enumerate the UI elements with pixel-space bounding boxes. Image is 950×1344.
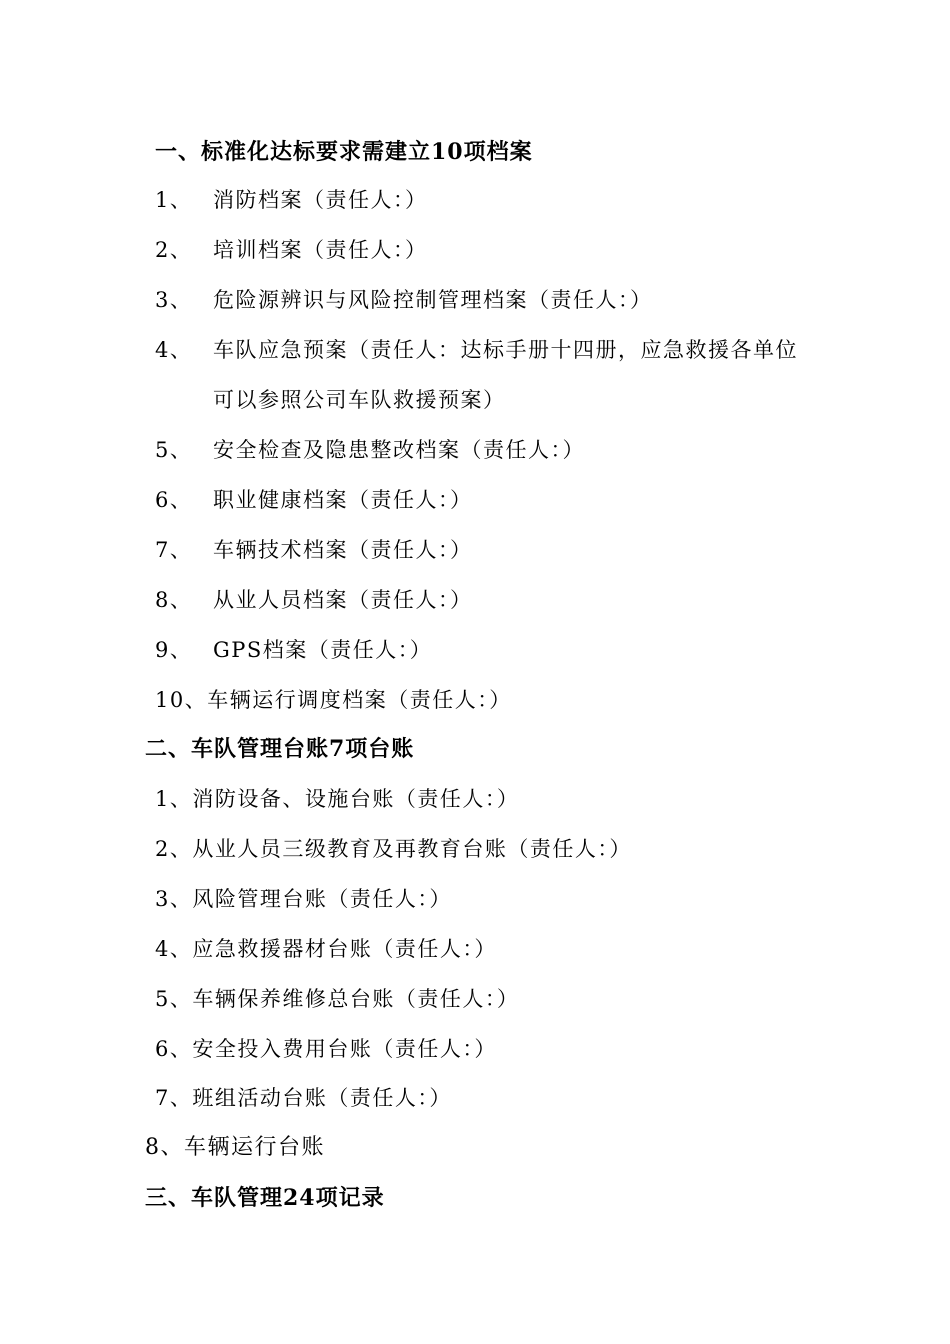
list-item: 1、消防设备、设施台账（责任人：） — [155, 787, 520, 811]
list-item — [155, 336, 798, 364]
list-item — [155, 536, 473, 564]
list-item: 10、车辆运行调度档案（责任人：） — [155, 688, 512, 712]
list-item: 3、风险管理台账（责任人：） — [155, 887, 452, 911]
list-item — [155, 586, 473, 614]
list-item — [155, 186, 428, 214]
list-item: 7、班组活动台账（责任人：） — [155, 1086, 452, 1110]
item-number: 2、 — [155, 238, 193, 262]
section2-heading: 二、车队管理台账7项台账 — [145, 736, 415, 762]
list-item: 4、应急救援器材台账（责任人：） — [155, 937, 497, 961]
item-number: 7、 — [155, 538, 193, 562]
list-item — [155, 436, 585, 464]
list-item — [155, 486, 473, 514]
section1-heading: 一、标准化达标要求需建立10项档案 — [155, 139, 533, 165]
list-item — [155, 236, 428, 264]
list-item — [155, 286, 653, 314]
item-number: 1、 — [155, 188, 193, 212]
item-text: 培训档案（责任人：） — [213, 238, 428, 262]
list-item: 6、安全投入费用台账（责任人：） — [155, 1037, 497, 1061]
item-text: 安全检查及隐患整改档案（责任人：） — [213, 438, 585, 462]
item-text: 车辆技术档案（责任人：） — [213, 538, 473, 562]
section3-heading: 三、车队管理24项记录 — [145, 1185, 385, 1211]
item-number: 5、 — [155, 438, 193, 462]
list-item: 2、从业人员三级教育及再教育台账（责任人：） — [155, 837, 632, 861]
item-number: 6、 — [155, 488, 193, 512]
list-item: 8、车辆运行台账 — [145, 1135, 325, 1160]
item-text: 消防档案（责任人：） — [213, 188, 428, 212]
item-text: 危险源辨识与风险控制管理档案（责任人：） — [213, 288, 653, 312]
item-text: 职业健康档案（责任人：） — [213, 488, 473, 512]
item-number: 4、 — [155, 338, 193, 362]
list-item — [155, 636, 432, 664]
list-item: 5、车辆保养维修总台账（责任人：） — [155, 987, 520, 1011]
list-item-continuation: 可以参照公司车队救援预案） — [213, 388, 506, 412]
item-number: 3、 — [155, 288, 193, 312]
item-text: 车队应急预案（责任人：达标手册十四册，应急救援各单位 — [213, 338, 798, 362]
item-number: 8、 — [155, 588, 193, 612]
item-number: 9、 — [155, 638, 193, 662]
item-text: GPS档案（责任人：） — [213, 638, 433, 662]
item-text: 从业人员档案（责任人：） — [213, 588, 473, 612]
